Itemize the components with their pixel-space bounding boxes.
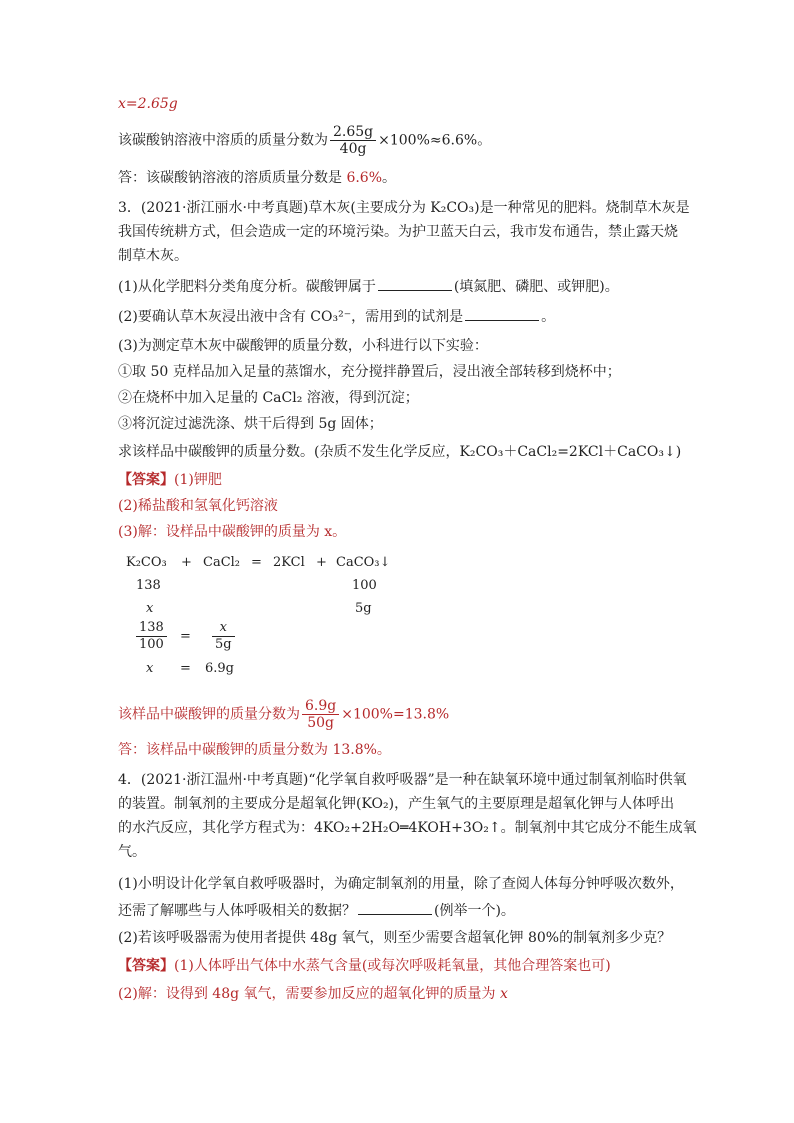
answer-3-ans-2: (2)稀盐酸和氢氧化钙溶液 bbox=[118, 498, 278, 514]
eq-k2co3: K₂CO₃ bbox=[126, 555, 167, 570]
answer-label: 【答案】 bbox=[118, 472, 174, 488]
fraction-numerator: 2.65g bbox=[330, 124, 376, 141]
question-4-line-1: 4．(2021·浙江温州·中考真题)“化学氧自救呼吸器”是一种在缺氧环境中通过制氧剂临时供氧 bbox=[118, 772, 687, 788]
answer-4-1: (1)人体呼出气体中水蒸气含量(或每次呼吸耗氧量，其他合理答案也可) bbox=[174, 958, 611, 974]
mass-fraction-prefix: 该样品中碳酸钾的质量分数为 bbox=[118, 706, 300, 723]
answer-1: (1)钾肥 bbox=[174, 472, 222, 488]
answer-3-ans-3: (3)解：设样品中碳酸钾的质量为 x。 bbox=[118, 524, 347, 540]
ratio-equals: = bbox=[180, 629, 191, 644]
ratio-x: x bbox=[212, 620, 235, 637]
eq-kcl: 2KCl bbox=[273, 555, 305, 570]
ratio-fraction-left bbox=[134, 620, 169, 653]
sub-2-end: 。 bbox=[541, 309, 556, 325]
solute-fraction bbox=[330, 124, 376, 157]
question-4-sub-2: (2)若该呼吸器需为使用者提供 48g 氧气，则至少需要含超氧化钾 80%的制氧剂多少克？ bbox=[118, 930, 672, 946]
question-3-ask: 求该样品中碳酸钾的质量分数。(杂质不发生化学反应，K₂CO₃＋CaCl₂=2KCl＋CaCO₃↓) bbox=[118, 444, 682, 460]
answer-4-2-x: x bbox=[499, 986, 508, 1002]
ratio-fraction-right bbox=[210, 620, 237, 653]
ratio-numerator: 138 bbox=[136, 620, 167, 637]
question-4-line-2: 的装置。制氧剂的主要成分是超氧化钾(KO₂)，产生氧气的主要原理是超氧化钾与人体呼出 bbox=[118, 796, 675, 812]
mass-caco3: 5g bbox=[355, 601, 372, 616]
solute-fraction-prefix: 该碳酸钠溶液中溶质的质量分数为 bbox=[118, 132, 328, 149]
question-3-sub-1 bbox=[118, 276, 619, 297]
question-3-line-2: 我国传统耕方式，但会造成一定的环境污染。为护卫蓝天白云，我市发布通告，禁止露天烧 bbox=[118, 224, 678, 240]
answer-prefix: 答：该碳酸钠溶液的溶质质量分数是 bbox=[118, 170, 347, 186]
question-3-line-1: 3．(2021·浙江丽水·中考真题)草木灰(主要成分为 K₂CO₃)是一种常见的肥料。烧制草木灰是 bbox=[118, 200, 690, 216]
eq-plus: + bbox=[181, 555, 192, 570]
sub-1-hint: (填氮肥、磷肥、或钾肥)。 bbox=[453, 279, 619, 295]
answer-blank bbox=[378, 276, 452, 291]
answer-3-ans-1 bbox=[118, 470, 222, 490]
solute-fraction-suffix: ×100%≈6.6%。 bbox=[378, 132, 492, 149]
sub-2-text: (2)要确认草木灰浸出液中含有 CO₃²⁻，需用到的试剂是 bbox=[118, 309, 464, 325]
question-4-line-4: 气。 bbox=[118, 844, 146, 860]
mass-fraction-line bbox=[118, 698, 449, 731]
unknown-x: x bbox=[146, 601, 154, 616]
question-3-sub-3: (3)为测定草木灰中碳酸钾的质量分数，小科进行以下实验： bbox=[118, 338, 488, 354]
answer-4-2-text: (2)解：设得到 48g 氧气，需要参加反应的超氧化钾的质量为 bbox=[118, 986, 500, 1002]
experiment-step-3: ③将沉淀过滤洗涤、烘干后得到 5g 固体； bbox=[118, 416, 383, 432]
answer-suffix: 。 bbox=[382, 170, 397, 186]
question-3-sub-2 bbox=[118, 306, 555, 327]
solute-fraction-line bbox=[118, 124, 491, 157]
x-value-line: x=2.65g bbox=[118, 96, 178, 112]
molar-mass-k2co3: 138 bbox=[136, 578, 161, 593]
result-equals: = bbox=[180, 661, 191, 676]
question-3-line-3: 制草木灰。 bbox=[118, 248, 188, 264]
ratio-5g: 5g bbox=[215, 637, 232, 652]
experiment-step-2: ②在烧杯中加入足量的 CaCl₂ 溶液，得到沉淀； bbox=[118, 390, 419, 406]
experiment-step-1: ①取 50 克样品加入足量的蒸馏水，充分搅拌静置后，浸出液全部转移到烧杯中； bbox=[118, 364, 621, 380]
sub-1b-hint: (例举一个)。 bbox=[434, 903, 515, 919]
question-4-sub-1a: (1)小明设计化学氧自救呼吸器时，为确定制氧剂的用量，除了查阅人体每分钟呼吸次数外， bbox=[118, 876, 684, 892]
sub-1b-text: 还需了解哪些与人体呼吸相关的数据？ bbox=[118, 903, 356, 919]
ratio-denominator: 100 bbox=[139, 637, 164, 652]
answer-4-ans-1 bbox=[118, 956, 611, 976]
sub-1-text: (1)从化学肥料分类角度分析。碳酸钾属于 bbox=[118, 279, 376, 295]
molar-mass-caco3: 100 bbox=[352, 578, 377, 593]
answer-4-ans-2 bbox=[118, 984, 508, 1004]
eq-cacl2: CaCl₂ bbox=[203, 555, 241, 570]
answer-blank bbox=[465, 306, 539, 321]
answer-value: 6.6% bbox=[346, 170, 383, 186]
result-value: 6.9g bbox=[205, 661, 234, 676]
eq-equals: = bbox=[251, 555, 262, 570]
eq-caco3: CaCO₃↓ bbox=[336, 555, 391, 570]
answer-label: 【答案】 bbox=[118, 958, 174, 974]
question-4-sub-1b bbox=[118, 900, 515, 921]
answer-3-final: 答：该样品中碳酸钾的质量分数为 13.8%。 bbox=[118, 742, 391, 758]
fraction-denominator: 40g bbox=[339, 141, 367, 157]
mass-fraction-suffix: ×100%=13.8% bbox=[341, 706, 450, 723]
result-x: x bbox=[146, 661, 154, 676]
mass-numerator: 6.9g bbox=[302, 698, 339, 715]
answer-sodium-carbonate bbox=[118, 168, 396, 188]
mass-fraction bbox=[302, 698, 339, 731]
answer-blank bbox=[358, 900, 432, 915]
question-4-line-3: 的水汽反应，其化学方程式为：4KO₂+2H₂O═4KOH+3O₂↑。制氧剂中其它成分不能生成氧 bbox=[118, 820, 697, 836]
mass-denominator: 50g bbox=[307, 715, 334, 731]
eq-plus: + bbox=[316, 555, 327, 570]
